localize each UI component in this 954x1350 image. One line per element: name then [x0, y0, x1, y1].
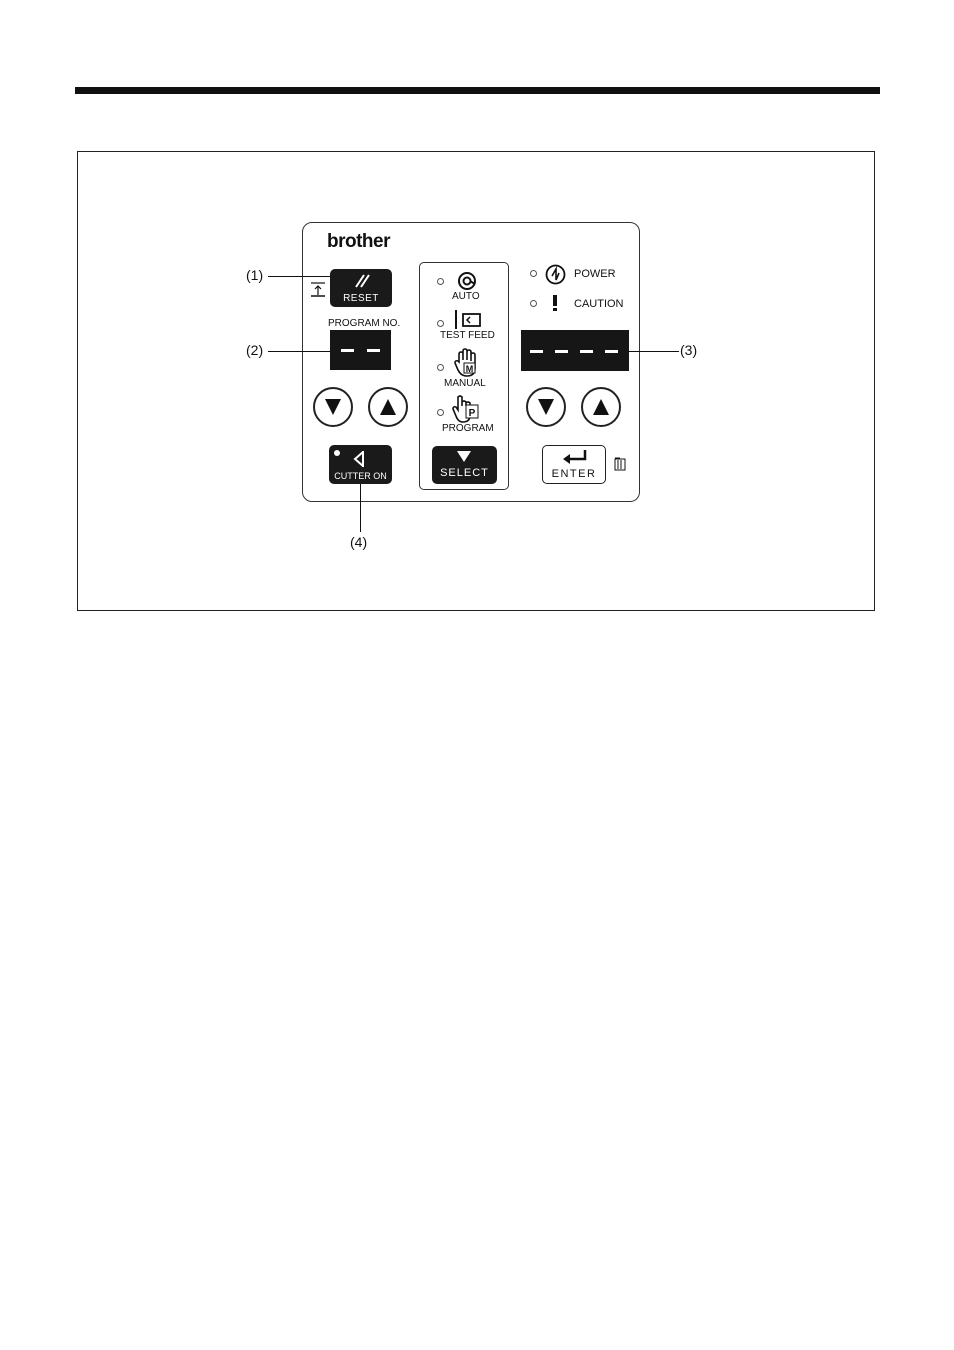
select-arrow-icon [457, 451, 471, 462]
digit-dash [530, 350, 543, 353]
brand-logo: brother [327, 231, 390, 252]
callout-1-line [268, 276, 330, 277]
program-down-button[interactable] [313, 387, 353, 427]
digit-dash [605, 350, 618, 353]
manual-led [437, 364, 444, 371]
digit-dash [555, 350, 568, 353]
program-led [437, 409, 444, 416]
digit-dash [580, 350, 593, 353]
program-hand-icon [452, 395, 482, 423]
program-up-button[interactable] [368, 387, 408, 427]
memory-icon [613, 457, 627, 471]
reset-label: RESET [343, 293, 379, 304]
cutter-on-button[interactable] [329, 445, 392, 484]
enter-button[interactable] [542, 445, 606, 484]
header-rule [75, 87, 880, 94]
main-display [521, 330, 629, 371]
up-arrow-icon [593, 399, 609, 415]
select-button[interactable] [432, 446, 497, 484]
cutter-label: CUTTER ON [334, 471, 387, 481]
power-label: POWER [574, 268, 616, 280]
caution-icon [550, 294, 560, 312]
enter-icon [561, 449, 589, 465]
value-up-button[interactable] [581, 387, 621, 427]
test-feed-icon [451, 309, 483, 331]
mode-label-program: PROGRAM [442, 423, 494, 434]
callout-1: (1) [246, 267, 264, 283]
program-no-label: PROGRAM NO. [328, 318, 401, 329]
reset-icon [353, 273, 371, 289]
callout-2-line [268, 351, 330, 352]
callout-4: (4) [350, 534, 368, 550]
mode-label-manual: MANUAL [444, 378, 486, 389]
power-icon [545, 264, 566, 285]
down-arrow-icon [538, 399, 554, 415]
manual-hand-icon [453, 348, 481, 378]
select-label: SELECT [440, 467, 489, 479]
svg-text:M: M [465, 364, 474, 374]
reset-button[interactable] [330, 269, 392, 307]
test-feed-led [437, 320, 444, 327]
up-arrow-icon [380, 399, 396, 415]
auto-led [437, 278, 444, 285]
mode-label-auto: AUTO [452, 291, 480, 302]
enter-label: ENTER [551, 468, 597, 480]
caution-label: CAUTION [574, 298, 624, 310]
cutter-led [334, 450, 340, 456]
callout-4-line [360, 484, 361, 532]
value-down-button[interactable] [526, 387, 566, 427]
callout-3-line [629, 351, 679, 352]
presser-lift-icon [310, 280, 326, 298]
power-led [530, 270, 537, 277]
down-arrow-icon [325, 399, 341, 415]
program-number-display [330, 330, 391, 370]
callout-2: (2) [246, 342, 264, 358]
svg-text:P: P [468, 408, 476, 419]
mode-label-test-feed: TEST FEED [440, 330, 495, 341]
cutter-icon [352, 450, 368, 468]
digit-dash [367, 349, 380, 352]
caution-led [530, 300, 537, 307]
auto-icon [456, 270, 478, 292]
callout-3: (3) [680, 342, 698, 358]
digit-dash [341, 349, 354, 352]
